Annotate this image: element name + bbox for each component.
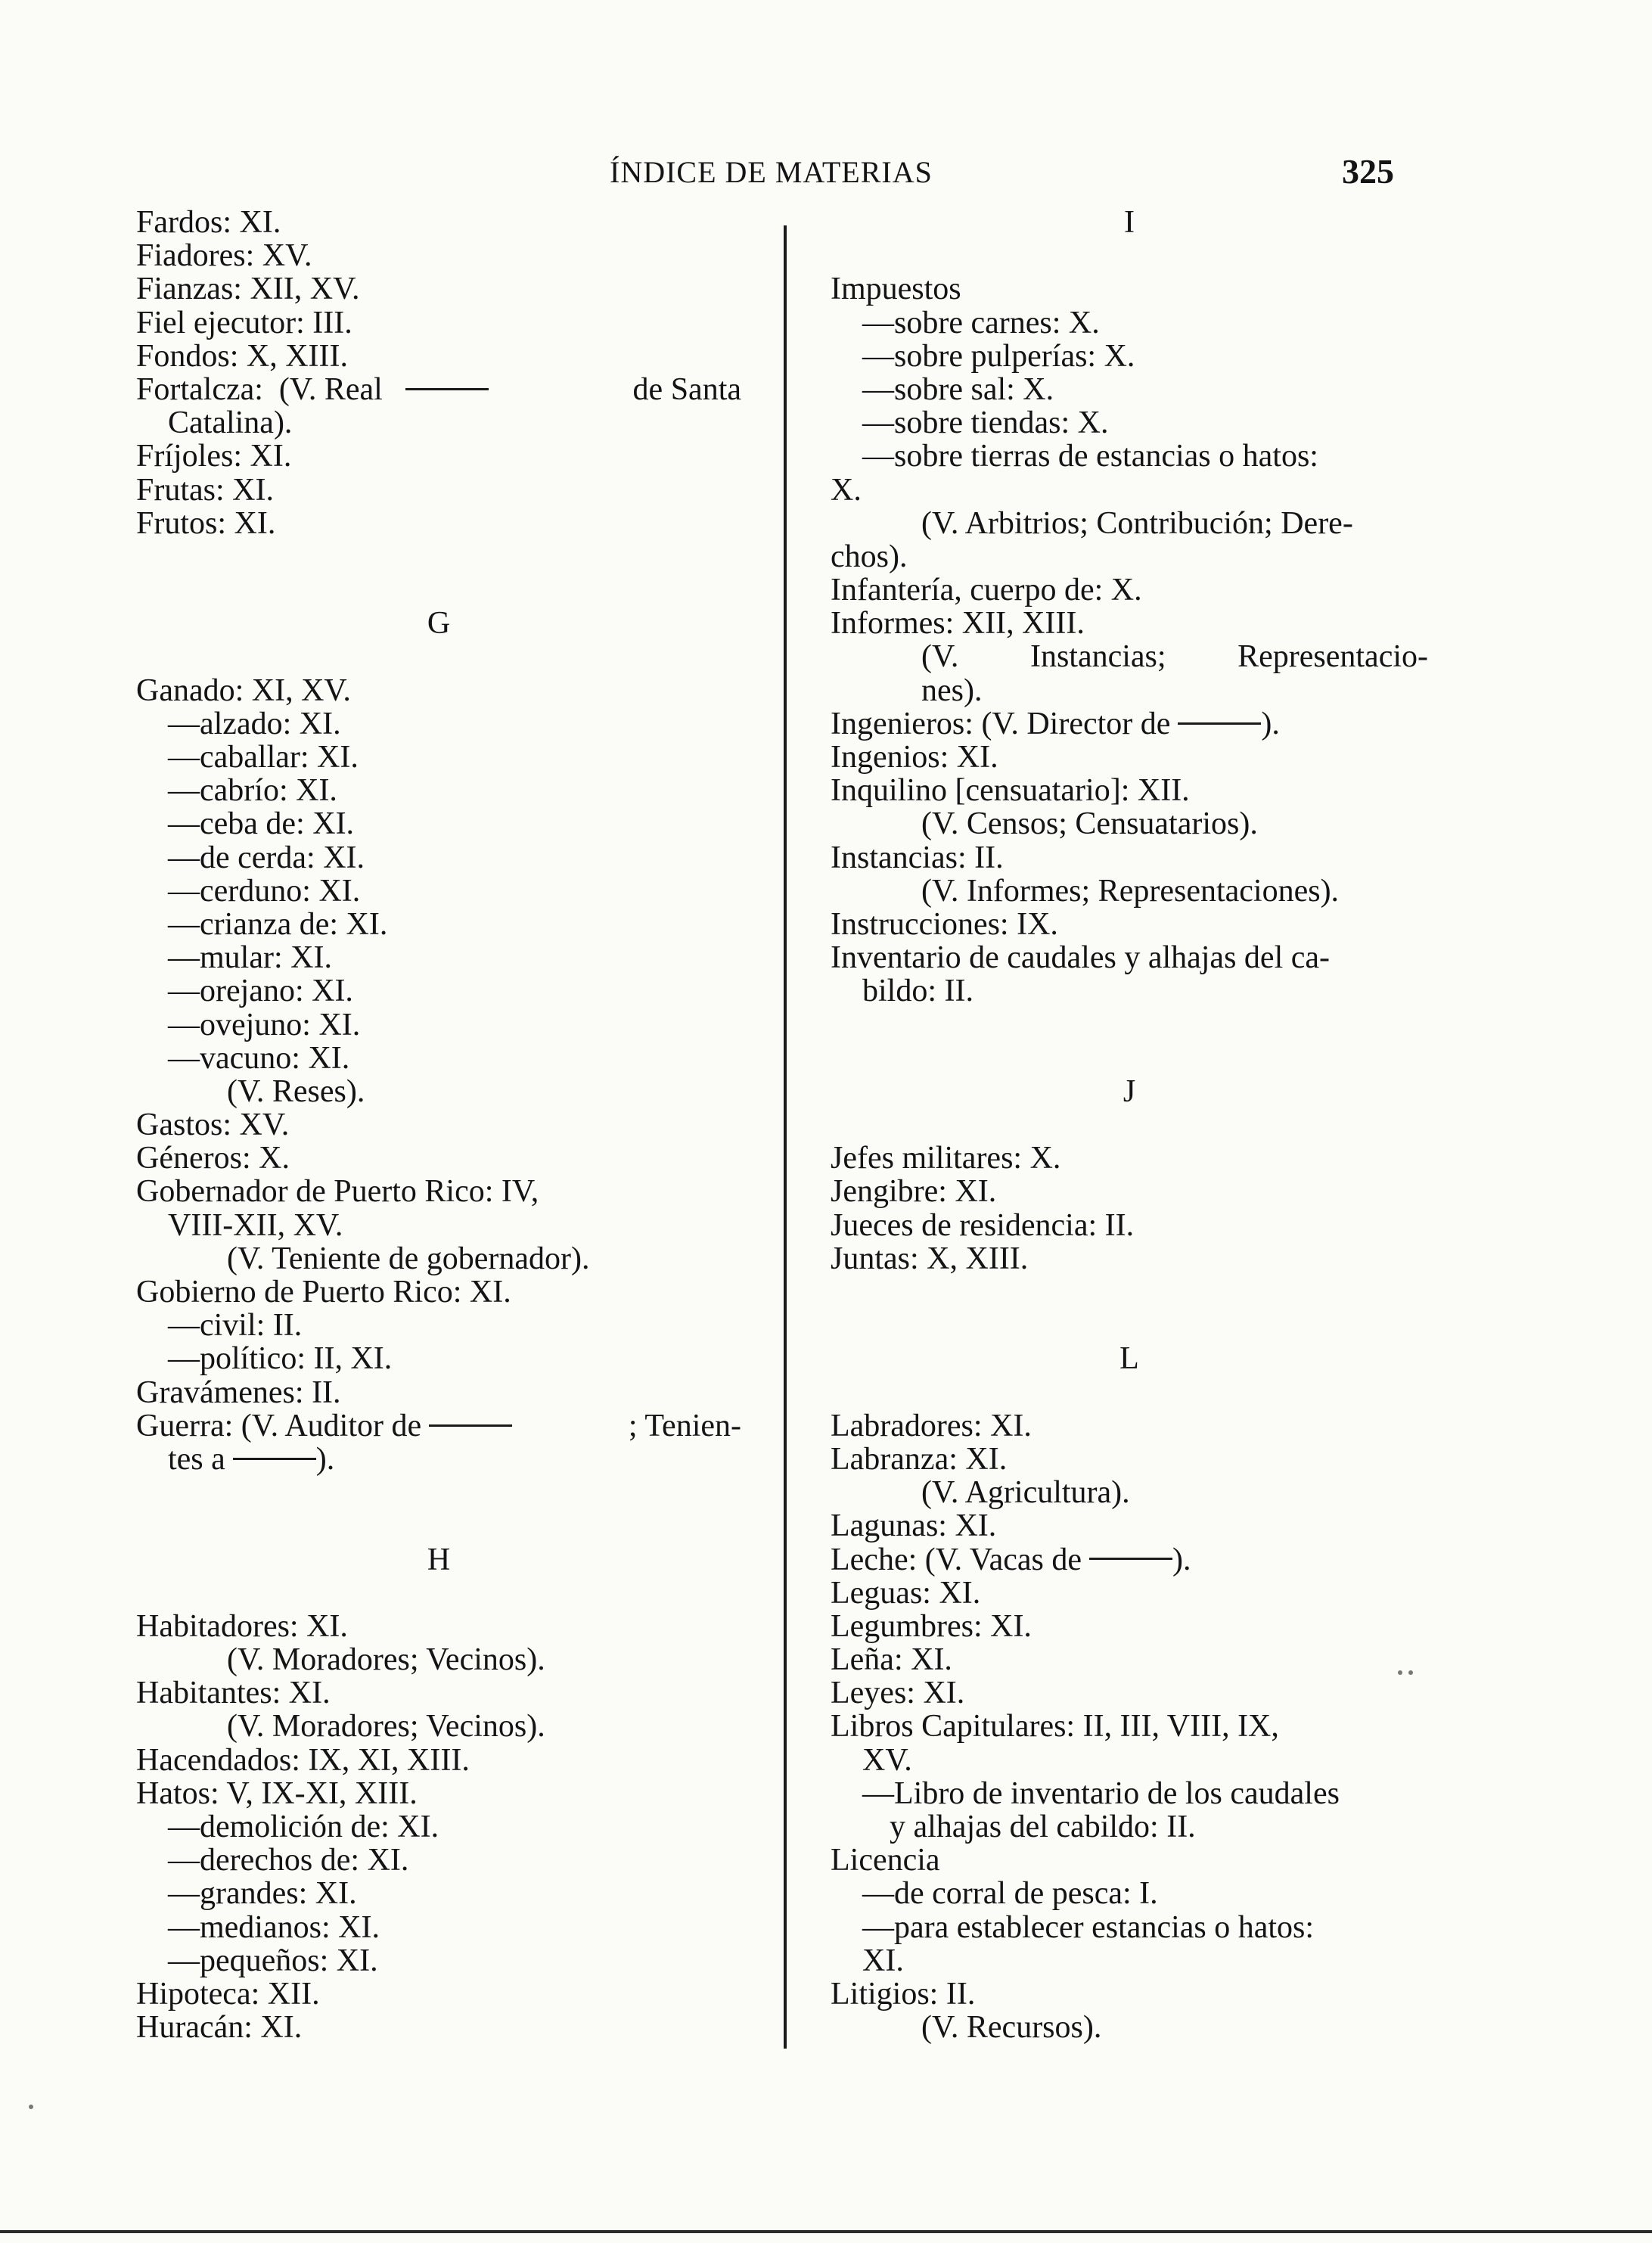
see-also: (V. Reses).: [227, 1073, 365, 1109]
scan-speck: [29, 2105, 33, 2109]
see-also: (V. Agricultura).: [921, 1475, 1130, 1511]
index-subentry: —pequeños: XI.: [168, 1943, 378, 1978]
index-entry-continuation: Catalina).: [168, 405, 293, 441]
index-entry: Frutas: XI.: [136, 472, 274, 508]
entry-text: de Santa: [632, 371, 741, 407]
index-entry: Instrucciones: IX.: [831, 906, 1058, 942]
index-subentry: —sobre tiendas: X.: [862, 405, 1109, 441]
entry-text: tes a: [168, 1441, 225, 1477]
index-entry: Géneros: X.: [136, 1141, 290, 1176]
dash-placeholder: [1089, 1558, 1172, 1560]
index-entry: Gobierno de Puerto Rico: XI.: [136, 1275, 511, 1309]
index-subentry: —sobre carnes: X.: [862, 305, 1100, 340]
index-subentry: —orejano: XI.: [168, 974, 353, 1009]
index-subentry-continuation: XI.: [862, 1943, 904, 1978]
index-subentry: —alzado: XI.: [168, 706, 341, 741]
section-letter-l: L: [1119, 1341, 1139, 1377]
index-entry: Fiadores: XV.: [136, 238, 312, 274]
index-entry: Jengibre: XI.: [831, 1174, 997, 1210]
see-also: (V. Arbitrios; Contribución; Dere-: [921, 505, 1353, 541]
index-entry: Infantería, cuerpo de: X.: [831, 573, 1142, 608]
right-column: [831, 206, 1428, 2044]
entry-text: ).: [315, 1441, 335, 1477]
see-also-continuation: chos).: [831, 539, 908, 574]
entry-text: Representacio-: [1237, 639, 1428, 675]
index-entry: Labradores: XI.: [831, 1408, 1032, 1443]
entry-text: (V. Real: [278, 371, 383, 407]
index-entry: Fardos: XI.: [136, 205, 281, 240]
running-header: [0, 154, 1652, 200]
index-subentry: —Libro de inventario de los caudales: [862, 1775, 1340, 1811]
index-entry: Hacendados: IX, XI, XIII.: [136, 1742, 470, 1778]
header-title: ÍNDICE DE MATERIAS: [610, 155, 933, 189]
index-entry: Informes: XII, XIII.: [831, 606, 1085, 642]
index-subentry: —de corral de pesca: I.: [862, 1876, 1158, 1912]
index-subentry: —cabrío: XI.: [168, 773, 337, 809]
index-entry: Instancias: II.: [831, 840, 1004, 875]
entry-text: ).: [1261, 706, 1280, 741]
index-entry: Frutos: XI.: [136, 505, 276, 541]
see-also-continuation: nes).: [921, 673, 983, 708]
index-entry: Gravámenes: II.: [136, 1375, 341, 1410]
see-also: (V. Moradores; Vecinos).: [227, 1642, 545, 1678]
index-entry: Leña: XI.: [831, 1642, 952, 1678]
index-entry: Fondos: X, XIII.: [136, 338, 348, 374]
index-entry: Jueces de residencia: II.: [831, 1207, 1135, 1243]
index-entry: [831, 1543, 1428, 1577]
index-subentry: —derechos de: XI.: [168, 1843, 409, 1878]
index-entry: Ganado: XI, XV.: [136, 673, 351, 708]
index-entry-continuation: VIII-XII, XV.: [168, 1207, 343, 1243]
index-entry: Labranza: XI.: [831, 1441, 1008, 1477]
index-entry: Leyes: XI.: [831, 1676, 965, 1711]
index-subentry: —sobre pulperías: X.: [862, 338, 1135, 374]
index-subentry: —crianza de: XI.: [168, 906, 388, 942]
section-letter-h: H: [427, 1542, 451, 1577]
dash-placeholder: [429, 1424, 512, 1427]
index-entry: Libros Capitulares: II, III, VIII, IX,: [831, 1709, 1279, 1744]
index-subentry: —político: II, XI.: [168, 1341, 393, 1377]
scan-speck: [1408, 1670, 1413, 1675]
index-subentry: —de cerda: XI.: [168, 840, 365, 875]
see-also: (V. Teniente de gobernador).: [227, 1241, 590, 1276]
entry-text: Ingenieros: (V. Director de: [831, 706, 1171, 741]
entry-text: (V.: [921, 639, 959, 675]
index-subentry: —demolición de: XI.: [168, 1810, 439, 1844]
index-entry: Habitadores: XI.: [136, 1608, 348, 1644]
see-also: (V. Recursos).: [921, 2010, 1102, 2046]
entry-text: Guerra: (V. Auditor de: [136, 1408, 422, 1443]
index-entry-continuation: X.: [831, 472, 862, 508]
dash-placeholder: [1178, 722, 1261, 725]
index-entry-continuation: [136, 1443, 749, 1476]
index-entry-continuation: bildo: II.: [862, 974, 974, 1009]
index-entry: Hatos: V, IX-XI, XIII.: [136, 1775, 418, 1811]
section-letter-i: I: [1124, 205, 1135, 240]
page-bottom-edge: [0, 2230, 1652, 2233]
see-also: (V. Informes; Representaciones).: [921, 873, 1340, 909]
index-entry: Gobernador de Puerto Rico: IV,: [136, 1174, 539, 1210]
section-letter-g: G: [427, 606, 451, 642]
index-entry: Inventario de caudales y alhajas del ca-: [831, 940, 1331, 976]
scan-speck: [1398, 1670, 1402, 1675]
index-entry: Leguas: XI.: [831, 1575, 981, 1611]
index-subentry: —cerduno: XI.: [168, 873, 361, 909]
column-divider: [784, 225, 787, 2049]
index-entry: Fiel ejecutor: III.: [136, 305, 352, 340]
index-subentry-continuation: y alhajas del cabildo: II.: [890, 1810, 1196, 1844]
page-number: 325: [1342, 152, 1394, 191]
index-subentry: —medianos: XI.: [168, 1909, 380, 1945]
see-also: [831, 640, 1428, 673]
section-letter-j: J: [1123, 1073, 1136, 1109]
index-subentry: —sobre sal: X.: [862, 371, 1054, 407]
entry-text: Leche: (V. Vacas de: [831, 1542, 1082, 1577]
index-subentry: —para establecer estancias o hatos:: [862, 1909, 1315, 1945]
index-subentry: —caballar: XI.: [168, 740, 359, 775]
index-subentry: —grandes: XI.: [168, 1876, 357, 1912]
index-entry: Juntas: X, XIII.: [831, 1241, 1029, 1276]
index-entry: Habitantes: XI.: [136, 1676, 331, 1711]
index-subentry: —civil: II.: [168, 1308, 303, 1344]
entry-text: ; Tenien-: [628, 1408, 741, 1443]
entry-text: ).: [1172, 1542, 1191, 1577]
index-subentry: —sobre tierras de estancias o hatos:: [862, 439, 1318, 474]
dash-placeholder: [405, 388, 489, 390]
index-entry: Lagunas: XI.: [831, 1508, 997, 1544]
index-entry: Fríjoles: XI.: [136, 439, 292, 474]
see-also: (V. Moradores; Vecinos).: [227, 1709, 545, 1744]
index-entry: Jefes militares: X.: [831, 1141, 1061, 1176]
index-entry: Inquilino [censuatario]: XII.: [831, 773, 1190, 809]
index-entry: Licencia: [831, 1843, 940, 1878]
index-entry: Litigios: II.: [831, 1976, 976, 2012]
index-entry: Ingenios: XI.: [831, 740, 998, 775]
entry-text: Instancias;: [1029, 639, 1166, 675]
index-entry-continuation: XV.: [862, 1742, 912, 1778]
index-entry-fortaleza: [136, 373, 741, 406]
index-subentry: —mular: XI.: [168, 940, 332, 976]
entry-text: Fortalcza:: [136, 371, 263, 407]
index-entry: Gastos: XV.: [136, 1108, 290, 1143]
index-entry: Huracán: XI.: [136, 2010, 303, 2046]
index-entry: [831, 707, 1428, 741]
index-entry: Legumbres: XI.: [831, 1608, 1032, 1644]
index-entry: Impuestos: [831, 272, 961, 307]
see-also: (V. Censos; Censuatarios).: [921, 806, 1258, 842]
index-subentry: —ceba de: XI.: [168, 806, 355, 842]
index-subentry: —vacuno: XI.: [168, 1040, 350, 1076]
left-column: [136, 206, 749, 2044]
index-entry-guerra: [136, 1409, 741, 1443]
index-subentry: —ovejuno: XI.: [168, 1007, 361, 1042]
index-entry: Fianzas: XII, XV.: [136, 272, 360, 307]
index-entry: Hipoteca: XII.: [136, 1976, 320, 2012]
dash-placeholder: [233, 1458, 316, 1460]
